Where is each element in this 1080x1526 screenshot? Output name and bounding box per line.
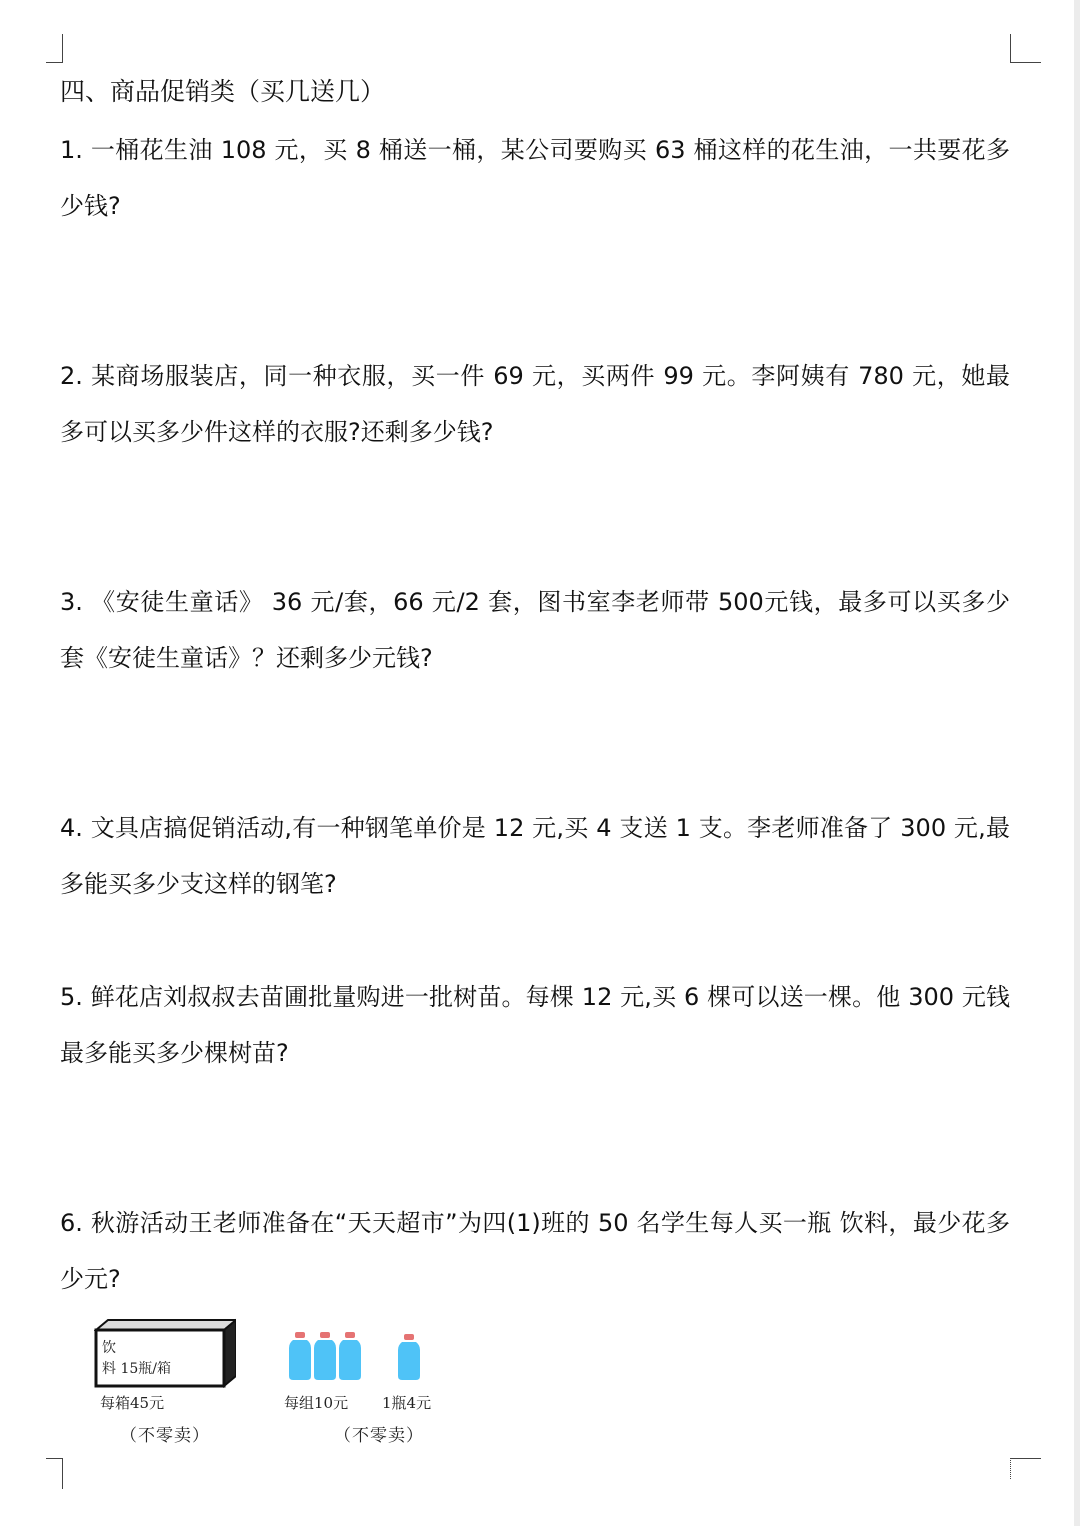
pack-price: 每组10元: [284, 1394, 349, 1412]
question-4: 4. 文具店搞促销活动,有一种钢笔单价是 12 元,买 4 支送 1 支。李老师准备了 300 元,最多能买多少支这样的钢笔?: [60, 814, 1010, 898]
question-6: 6. 秋游活动王老师准备在“天天超市”为四(1)班的 50 名学生每人买一瓶 饮料，最少花多少元?: [60, 1209, 1010, 1293]
crop-mark-bottom-left: [46, 1458, 63, 1489]
bottle-pack-icon: [288, 1332, 364, 1380]
crop-mark-bottom-right: [1010, 1458, 1041, 1479]
single-price: 1瓶4元: [382, 1394, 432, 1412]
question-5: 5. 鲜花店刘叔叔去苗圃批量购进一批树苗。每棵 12 元,买 6 棵可以送一棵。他 300 元钱最多能买多少棵树苗?: [60, 983, 1010, 1067]
drink-box-illustration: [94, 1318, 236, 1388]
question-3: 3. 《安徒生童话》 36 元/套，66 元/2 套，图书室李老师带 500元钱，最多可以买多少套《安徒生童话》？还剩多少元钱?: [60, 588, 1010, 672]
box-note: （不零卖）: [120, 1426, 210, 1446]
box-price: 每箱45元: [100, 1394, 165, 1412]
single-bottle-icon: [396, 1334, 422, 1380]
section-title: 四、商品促销类（买几送几）: [60, 77, 386, 106]
question-1: 1. 一桶花生油 108 元，买 8 桶送一桶，某公司要购买 63 桶这样的花生油，一共要花多少钱?: [60, 136, 1010, 220]
box-label-line2: 料 15瓶/箱: [102, 1361, 171, 1377]
pack-note: （不零卖）: [334, 1426, 424, 1446]
page-edge: [1074, 0, 1080, 1526]
crop-mark-top-left: [46, 34, 63, 63]
question-2: 2. 某商场服装店，同一种衣服，买一件 69 元，买两件 99 元。李阿姨有 780 元，她最多可以买多少件这样的衣服?还剩多少钱?: [60, 362, 1010, 446]
box-label-line1: 饮: [102, 1340, 116, 1356]
box-label: [102, 1338, 171, 1380]
crop-mark-top-right: [1010, 34, 1041, 63]
